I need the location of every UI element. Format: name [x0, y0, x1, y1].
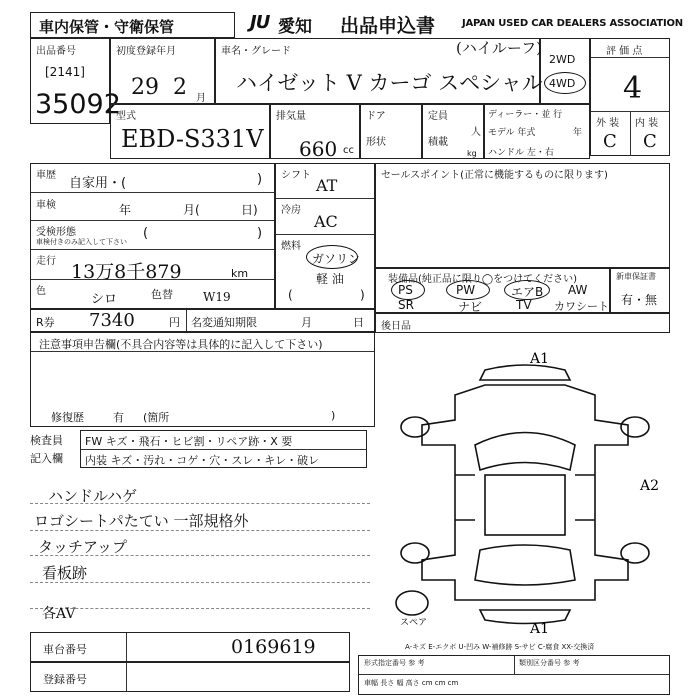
signature: 各AV [42, 606, 76, 622]
inspection-month: 月( [183, 203, 200, 217]
shift-value: AT [316, 176, 338, 195]
fuel-gas-circle [306, 245, 361, 269]
dealer-label: ディーラー・並 行 [488, 110, 563, 120]
warranty-value: 有・無 [621, 293, 658, 307]
recycle-block [30, 309, 375, 332]
drive-4wd-circle [544, 72, 586, 94]
drive-section [540, 38, 590, 104]
high-roof-note: (ハイルーフ) [456, 39, 542, 57]
note-3: タッチアップ [38, 538, 127, 556]
score-value: 4 [623, 71, 643, 106]
fuel-close: ) [360, 288, 365, 302]
back-block [375, 313, 670, 333]
load-label: 積載 [428, 137, 448, 148]
capacity-unit: 人 [471, 127, 481, 138]
history-block [30, 163, 275, 309]
repair-value: 有 [113, 411, 124, 424]
inspection-day: 日) [241, 203, 258, 217]
exterior-label: 外 装 [596, 118, 620, 129]
lot-label: 出品番号 [36, 46, 76, 57]
fuel-gas: ガソリン [312, 252, 361, 266]
note-2: ロゴシートパたてい 一部規格外 [34, 512, 249, 530]
equip-airbag-circle [504, 280, 550, 300]
roof [485, 475, 565, 535]
recycle-value: 7340 [89, 310, 135, 331]
spare-tire [396, 591, 428, 615]
load-unit: kg [467, 149, 477, 158]
door-section [360, 104, 422, 159]
wheel-fr [621, 417, 649, 437]
drive-2wd: 2WD [549, 53, 576, 66]
model-label: 型式 [116, 111, 136, 122]
wheel-rl [401, 543, 429, 563]
score-section [590, 38, 670, 156]
shift-block [275, 163, 375, 309]
receipt-note: 車検付きのみ記入して下さい [36, 238, 127, 246]
mileage-value: 13万8千879 [71, 261, 182, 283]
registration-label: 登録番号 [43, 673, 87, 686]
equipment-block [375, 268, 610, 313]
sales-points-label: セールスポイント(正常に機能するものに限ります) [381, 170, 608, 181]
notes-block [30, 332, 375, 427]
ju-logo: JU [250, 12, 270, 33]
shift-label: シフト [281, 170, 311, 181]
shape-label: 形状 [366, 137, 386, 148]
interior-label: 内 装 [635, 118, 659, 129]
spec-row2: 類別区分番号 参 考 [519, 659, 580, 667]
wheel-rr [621, 543, 649, 563]
spare-label: スペア [400, 618, 428, 628]
cooler-value: AC [314, 212, 338, 231]
car-name-value: ハイゼット V カーゴ スペシャル [236, 71, 543, 95]
wheel-fl [401, 417, 429, 437]
model-year-label: モデル 年式 [488, 128, 536, 138]
form-title: 出品申込書 [340, 15, 436, 37]
first-reg-year: 29 [131, 75, 159, 100]
warranty-block [610, 268, 670, 313]
sales-points-block [375, 163, 670, 268]
body-outline [422, 385, 628, 600]
equip-aw: AW [568, 283, 588, 297]
handle-label: ハンドル 左・右 [488, 148, 554, 158]
expiry-month: 月 [301, 316, 312, 329]
note-1: ハンドルハゲ [48, 487, 137, 505]
equip-ps-circle [391, 280, 425, 300]
inspection-year: 年 [119, 203, 132, 217]
mileage-label: 走行 [36, 256, 56, 267]
displacement-label: 排気量 [276, 111, 306, 122]
car-diagram [380, 345, 670, 635]
repair-part: (箇所 [143, 411, 170, 424]
mileage-unit: km [231, 267, 249, 280]
chassis-label: 車台番号 [43, 643, 87, 656]
door-label: ドア [366, 111, 386, 122]
equip-sr: SR [398, 298, 414, 312]
displacement-unit: cc [343, 145, 354, 156]
fuel-open: ( [288, 288, 293, 302]
interior-row: 内装 キズ・汚れ・コゲ・穴・スレ・キレ・破レ [85, 454, 320, 467]
note-4: 看板跡 [42, 564, 88, 582]
color-code: W19 [203, 290, 231, 304]
spec-row1: 形式指定番号 参 考 [364, 659, 425, 667]
inspector-label1: 検査員 [30, 434, 63, 447]
lot-number: 35092 [35, 89, 121, 120]
dealer-section [484, 104, 590, 159]
equip-leather: カワシート [554, 300, 609, 313]
spec-table [358, 655, 670, 695]
equip-ps: PS [398, 283, 413, 297]
expiry-label: 名変通知期限 [191, 316, 257, 329]
receipt-open: ( [143, 226, 149, 241]
mark-bottom: A1 [530, 621, 550, 635]
association-name: 愛知 [278, 17, 312, 37]
inspector-label2: 記入欄 [30, 452, 63, 465]
first-reg-month-unit: 月 [196, 93, 206, 104]
car-name-label: 車名・グレード [221, 46, 291, 57]
fuel-label: 燃料 [281, 241, 301, 252]
registration-block [30, 662, 350, 692]
mark-top: A1 [530, 351, 550, 367]
history-label: 車歴 [36, 170, 56, 181]
model-section [110, 104, 270, 159]
storage-title-box [30, 12, 235, 38]
capacity-label: 定員 [428, 111, 448, 122]
equipment-label: 装備品(純正品に限り◯をつけてください) [388, 274, 577, 285]
equip-navi: ナビ [458, 300, 483, 314]
recycle-unit: 円 [169, 316, 180, 329]
damage-legend: A-キズ E-エクボ U-凹み W-補修跡 S-サビ C-腐食 XX-交換済 [405, 643, 595, 651]
inspector-grid [80, 430, 367, 468]
color-value: シロ [91, 292, 118, 307]
chassis-block [30, 632, 350, 662]
receipt-close: ) [257, 226, 263, 241]
displacement-section [270, 104, 360, 159]
equip-tv: TV [516, 298, 532, 312]
spec-row3: 車幅 長さ 幅 高さ cm cm cm [364, 679, 459, 687]
lot-section [30, 38, 121, 124]
fw-row: FW キズ・飛石・ヒビ割・リペア跡・X 要 [85, 435, 293, 448]
back-label: 後日品 [381, 321, 411, 332]
inspection-label: 車検 [36, 200, 56, 211]
cooler-label: 冷房 [281, 205, 301, 216]
equip-airbag: エアB [511, 285, 544, 299]
displacement-value: 660 [299, 137, 338, 161]
car-name-section [215, 38, 543, 104]
model-year-unit: 年 [573, 128, 583, 138]
storage-title: 車内保管・守衛保管 [39, 18, 175, 36]
recycle-label: R券 [36, 316, 55, 329]
first-reg-label: 初度登録年月 [116, 46, 176, 57]
rear-bumper [480, 610, 570, 624]
repair-label: 修復歴 [51, 411, 84, 424]
front-bumper [480, 365, 570, 380]
first-reg-month: 2 [173, 75, 187, 100]
mark-right: A2 [640, 478, 660, 494]
chassis-value: 0169619 [231, 636, 316, 658]
score-label: 評 価 点 [606, 46, 643, 57]
first-reg-section [110, 38, 215, 104]
repair-close: ) [331, 409, 336, 422]
exterior-value: C [603, 131, 617, 152]
interior-value: C [643, 131, 657, 152]
windshield [475, 433, 575, 471]
warranty-label: 新車保証書 [616, 272, 656, 281]
english-title: JAPAN USED CAR DEALERS ASSOCIATION [462, 18, 683, 29]
equip-pw: PW [456, 283, 476, 297]
capacity-section [422, 104, 484, 159]
notes-label: 注意事項申告欄(不具合内容等は具体的に記入して下さい) [39, 338, 323, 351]
equip-pw-circle [446, 280, 490, 300]
model-value: EBD-S331V [121, 125, 264, 153]
history-close: ) [257, 172, 263, 187]
history-value: 自家用・( [69, 176, 127, 191]
receipt-label: 受検形態 [36, 227, 76, 238]
lot-code: [2141] [45, 65, 85, 79]
color-label: 色 [36, 286, 46, 297]
color-change-label: 色替 [151, 288, 173, 301]
drive-4wd: 4WD [549, 77, 576, 90]
rear-window [475, 545, 575, 585]
expiry-day: 日 [353, 316, 364, 329]
fuel-diesel: 軽 油 [316, 272, 344, 286]
